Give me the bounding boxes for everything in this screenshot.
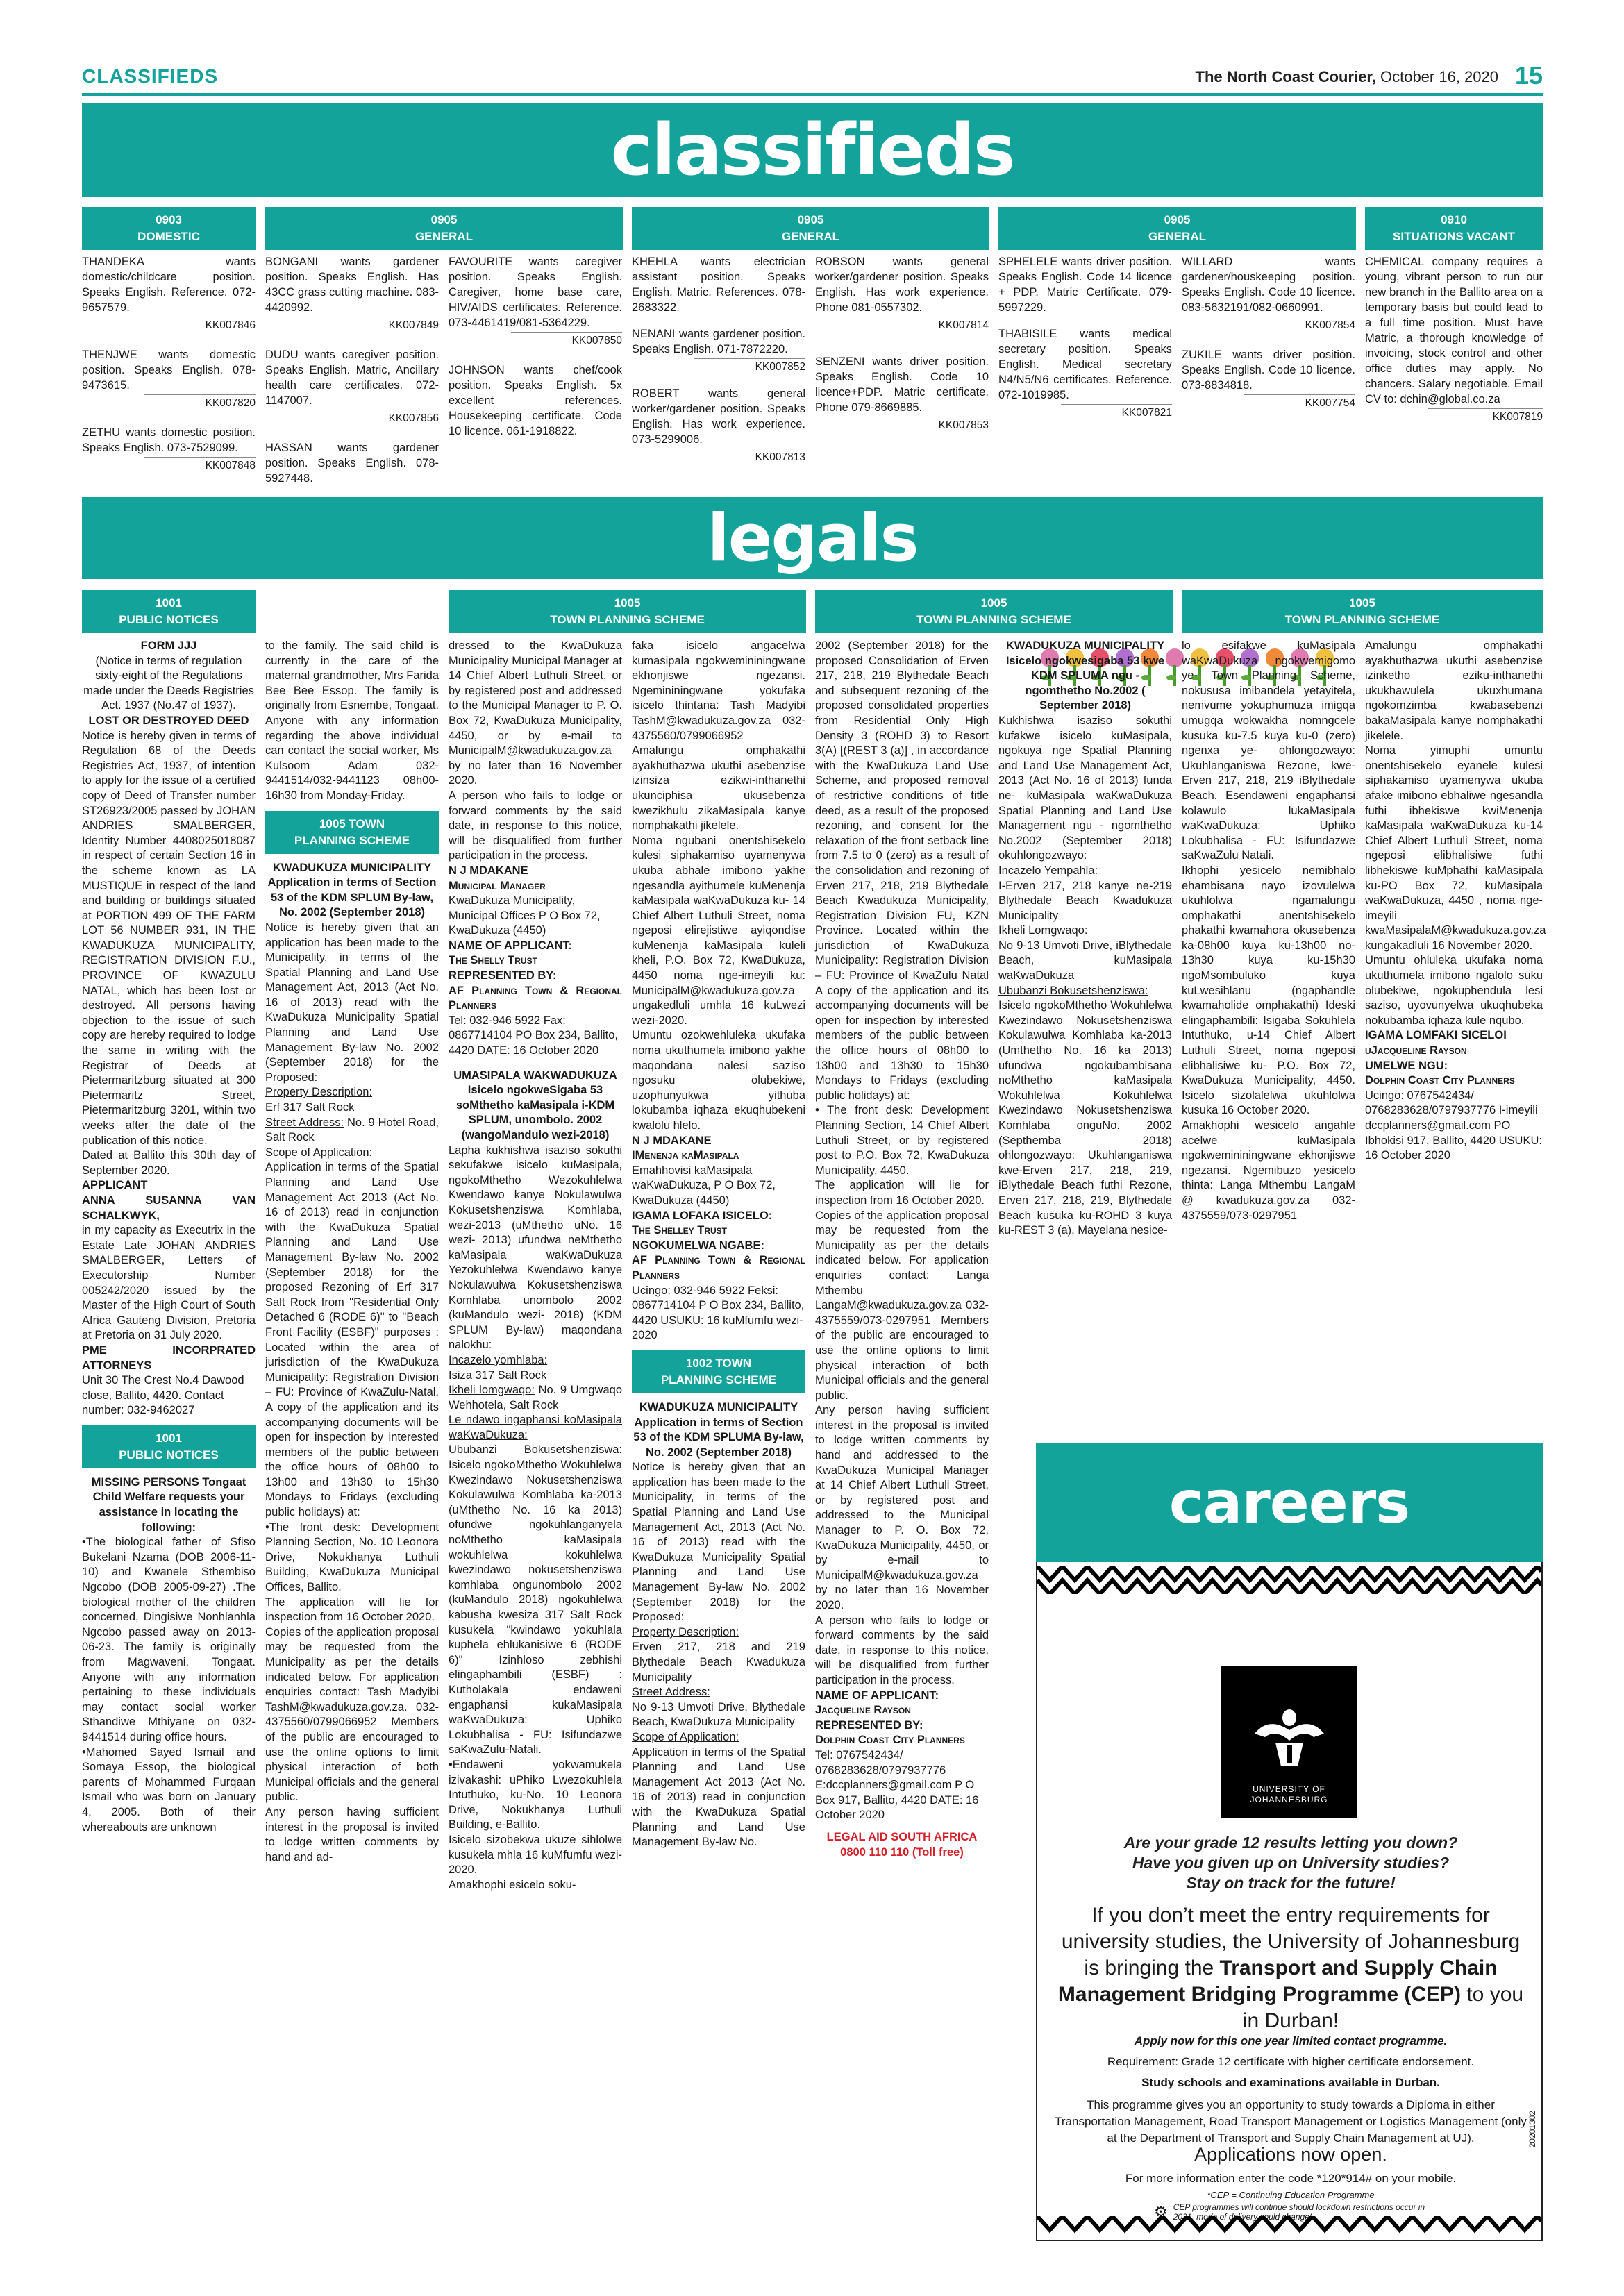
category-code: 1005 bbox=[980, 596, 1007, 610]
address-value: No. 9 Hotel Road, Salt Rock bbox=[265, 1116, 440, 1144]
town-planning-heading bbox=[449, 590, 806, 633]
category-title: PLANNING SCHEME bbox=[294, 833, 410, 847]
contact-details: Ucingo: 0767542434/ 0768283628/0797937776 I-imeyili dccplanners@gmail.com PO Ibhokisi 917, Ballito, 4420 USUKU: 16 October 2020 bbox=[1365, 1089, 1542, 1162]
notice-body: Lapha kukhishwa isaziso sokuthi sekufakwe isicelo kuMasipala, ngokoMthetho Wezokuhlelwa Kwendawo kanye Nokulawulwa Kokusetshenziswa Komhlaba, wezi-2013 (uMthetho uNo. 16 wezi- 2013) ufundwa neMthetho kaMasipala waKwaDukuza Yezokuhlelwa Kwendawo kanye Nokulawulwa Kokusetshenziswa Komhlaba unombolo 2002 (kuMandulo wezi- 2018) (KDM SPLUM By-law) maqondana nalokhu: bbox=[449, 1143, 622, 1352]
signatory-title: IMenenja kaMasipala bbox=[632, 1149, 739, 1162]
ad-text: ROBSON wants general worker/gardener position. Speaks English. Has work experience. Phone 081-0557302. bbox=[815, 255, 989, 314]
uj-logo bbox=[1221, 1666, 1357, 1818]
notice-body: Umuntu ohluleka ukufaka noma ukuthumela imibono ngalolo suku olubekiwe, ngokuphendula lesi saziso, uyovunyelwa ukuqhubeka nokubamba iqhaza kule nqubo. bbox=[1365, 954, 1543, 1027]
represented-name: Dolphin Coast City Planners bbox=[815, 1734, 965, 1747]
notice-body: Amalungu omphakathi ayakhuthazwa ukuthi asebenzise izinketho eziku-inthanethi ukukhawulela ukuxhumana ngokomzimba kwabasebenzi bakaMasipala kanye nomphakathi jikelele. bbox=[1365, 639, 1543, 742]
ad-text: ROBERT wants general worker/gardener position. Speaks English. Has work experience. 073-5299006. bbox=[632, 387, 805, 446]
attorneys-address: Unit 30 The Crest No.4 Dawood close, Ballito, 4420. Contact number: 032-9462027 bbox=[82, 1374, 244, 1417]
ad-text: DUDU wants caregiver position. Speaks English. Matric, Ancillary health care certificates. 072-1147007. bbox=[265, 349, 439, 407]
applicant-heading: IGAMA LOMFAKI SICELOI bbox=[1365, 1029, 1507, 1042]
legal-aid-phone: 0800 110 110 (Toll free) bbox=[840, 1845, 964, 1859]
notice-body: Amakhophi esicelo soku- bbox=[449, 1878, 576, 1891]
public-notices-heading bbox=[82, 1425, 256, 1468]
ad-text: BONGANI wants gardener position. Speaks English. Has 43CC grass cutting machine. 083-4420992. bbox=[265, 255, 439, 314]
ad-ref: KK007850 bbox=[511, 332, 622, 349]
category-code: 1005 TOWN bbox=[319, 816, 385, 830]
signatory-address: Emahhovisi kaMasipala waKwaDukuza, P O Box 72, KwaDukuza (4450) bbox=[632, 1164, 776, 1207]
scope-label: Scope of Application: bbox=[632, 1730, 739, 1743]
notice-body: Umuntu ozokwehluleka ukufaka noma ukuthumela imibono yakhe maqondana nalesi saziso ngosuku olubekiwe, uzophunyukwa yithuba lokubamba iqhaza ekuqhubekeni kwalolu hlelo. bbox=[632, 1029, 805, 1132]
notice-body: Notice is hereby given that an application has been made to the Municipality, in terms of the Spatial Planning and Land Use Management Act, 2013 (Act No. 16 of 2013) read with the KwaDukuza Municipality Spatial Planning and Land Use Management By-law No. 2002 (September 2018) for the Proposed: bbox=[632, 1461, 805, 1624]
ad-text: ZETHU wants domestic position. Speaks English. 073-7529099. bbox=[82, 426, 256, 454]
domestic-column bbox=[82, 207, 256, 478]
fails-notice: A person who fails to lodge or forward comments by the said date, in response to this notice, will be disqualified from further participation in the process. bbox=[449, 789, 622, 862]
scope-label: Le ndawo ingaphansi koMasipala waKwaDukuza: bbox=[449, 1414, 622, 1441]
ad-text: THENJWE wants domestic position. Speaks English. 078-9473615. bbox=[82, 349, 256, 392]
situations-column bbox=[1365, 207, 1543, 429]
category-code: 0905 bbox=[430, 213, 458, 226]
general-heading bbox=[998, 207, 1356, 250]
notice-body: lo esifakwe kuMasipala waKwaDukuza ngokwemigomo ye- Town Planning Scheme, nokususa imibandela yetayitela, nemvume yokuphumuza imigqa umugqa wokwakha nomngcele kusuka ku-7.5 kuya ku-0 (zero) ngenxa ye- ohlongozwayo: Ukuhlanganiswa Rezone, kwe-Erven 217, 218, 219 iBlythedale Beach. Esendaweni engaphansi kolawulo lukaMasipala waKwaDukuza: Uphiko Lokubhalisa - FU: Isifundazwe saKwaZulu Natali. bbox=[1182, 639, 1355, 862]
front-desk: •The front desk: Development Planning Section, No. 10 Leonora Drive, Nokukhanya Luthuli Building, KwaDukuza Municipal Offices, Ballito. bbox=[265, 1520, 439, 1594]
ad-ref: KK007852 bbox=[694, 358, 805, 375]
scope-label: Scope of Application: bbox=[265, 1146, 373, 1159]
category-title: GENERAL bbox=[781, 230, 840, 243]
legal-column-2 bbox=[265, 639, 439, 1865]
ad-item bbox=[815, 254, 989, 333]
signatory-address: KwaDukuza Municipality, Municipal Offices P O Box 72, KwaDukuza (4450) bbox=[449, 894, 601, 937]
category-code: 0905 bbox=[797, 213, 824, 226]
category-title: DOMESTIC bbox=[137, 230, 200, 243]
ad-ref: KK007849 bbox=[328, 317, 439, 333]
address-label: Ikheli lomgwaqo: bbox=[449, 1384, 535, 1397]
copies-info: Copies of the application proposal may be requested from the Municipality as per the details indicated below. For application enquiries contact: Tash Madyibi TashM@kwadukuza.gov.za. 032-4375560/0799066952 Members of the public are encouraged to use the online options to limit physical interaction of both Municipal officials and the general public. bbox=[265, 1625, 439, 1804]
notice-heading: MISSING PERSONS Tongaat Child Welfare requests your assistance in locating the following: bbox=[91, 1475, 246, 1534]
ad-item bbox=[82, 347, 256, 411]
contact-details: Ucingo: 032-946 5922 Feksi: 0867714104 P O Box 234, Ballito, 4420 USUKU: 16 kuMfumfu wezi-2020 bbox=[632, 1284, 805, 1342]
any-person: Any person having sufficient interest in the proposal is invited to lodge written comments by hand and ad- bbox=[265, 1805, 439, 1863]
notice-title: FORM JJJ bbox=[140, 639, 197, 652]
ad-text: SPHELELE wants driver position. Speaks English. Code 14 licence + PDP. Matric Certificate. 079-5997229. bbox=[998, 255, 1172, 314]
ad-ref: KK007820 bbox=[144, 394, 256, 411]
category-code: 1002 TOWN bbox=[685, 1356, 752, 1370]
category-code: 1005 bbox=[1349, 596, 1375, 610]
classifieds-banner bbox=[82, 103, 1543, 197]
legals-banner bbox=[82, 497, 1543, 579]
inspection-date: The application will lie for inspection from 16 October 2020. bbox=[265, 1595, 439, 1624]
ad-item bbox=[632, 386, 805, 465]
uj-crest-icon bbox=[1248, 1702, 1331, 1772]
category-title: GENERAL bbox=[415, 230, 474, 243]
ad-item bbox=[998, 326, 1172, 421]
notice-heading: KWADUKUZA MUNICIPALITY Application in terms of Section 53 of the KDM SPLUMA By-law, No. 2002 (September 2018) bbox=[633, 1400, 804, 1459]
notice-body: faka isicelo angacelwa kumasipala ngokwemininingwane ekhonjiswe ngezansi. Ngemininingwane yokufaka isicelo thintana: Tash Madyibi TashM@kwadukuza.gov.za 032-4375560/0799066952 bbox=[632, 639, 805, 742]
gear-icon: ⚙ bbox=[1154, 2203, 1168, 2220]
uj-main-message bbox=[1051, 1902, 1530, 2034]
ad-ref: KK007853 bbox=[878, 417, 989, 433]
general-heading bbox=[632, 207, 989, 250]
notice-body: Isicelo sizobekwa ukuze sihlolwe kusukela mhla 16 kuMfumfu wezi-2020. bbox=[449, 1833, 622, 1877]
inspection-date: The application will lie for inspection from 16 October 2020. bbox=[815, 1179, 989, 1207]
applicant-name: uJacqueline Rayson bbox=[1365, 1044, 1467, 1057]
notice-body: •The biological father of Sfiso Bukelani Nzama (DOB 2006-11-10) and Kwanele Sthembiso Ngcobo (DOB 2005-09-27) .The biological mother of the children concerned, Dingisiwe Nonhlanhla Ngcobo passed away on 2013-06-23. The family is originally from Magwaveni, Tongaat. Anyone with any information pertaining to these individuals may contact social worker Sthandiwe Mthiyane on 032-9441514 during office hours. bbox=[82, 1536, 256, 1743]
uj-details bbox=[1051, 2033, 1530, 2147]
uj-question: Are your grade 12 results letting you down? bbox=[1123, 1834, 1458, 1852]
careers-title: careers bbox=[1169, 1468, 1410, 1536]
ad-ref: KK007821 bbox=[1061, 404, 1172, 421]
situations-heading bbox=[1365, 207, 1543, 250]
uj-advertisement bbox=[1036, 1443, 1543, 2241]
legal-column-4 bbox=[632, 639, 805, 1850]
contact-details: Tel: 032-946 5922 Fax: 0867714104 PO Box 234, Ballito, 4420 DATE: 16 October 2020 bbox=[449, 1014, 619, 1057]
uj-question: Have you given up on University studies? bbox=[1132, 1854, 1450, 1872]
classifieds-title: classifieds bbox=[610, 108, 1014, 192]
uj-questions bbox=[1051, 1833, 1530, 1893]
category-code: 1001 bbox=[156, 1431, 182, 1445]
notice-heading: KWADUKUZA MUNICIPALITY Isicelo ngokwesigaba 53 kwe KDM SPLUMA ngu - ngomthetho No.2002 ( September 2018) bbox=[1005, 639, 1165, 712]
property-value: I-Erven 217, 218 kanye ne-219 Blythedale Beach Kwadukuza Municipality bbox=[998, 879, 1172, 922]
applicant-name: Jacqueline Rayson bbox=[815, 1704, 911, 1717]
category-code: 0910 bbox=[1441, 213, 1467, 226]
notice-body: to the family. The said child is currently in the care of the maternal grandmother, Mrs Farida Bee Bee Essop. The family is originally from Esnembe, Tongaat. Anyone with any information regarding the above individual can contact the social worker, Ms Kulsoom Adam 032-9441514/032-9441123 08h00-16h30 from Monday-Friday. bbox=[265, 639, 439, 802]
notice-body: Ikhophi yesicelo nemibhalo ehambisana nayo izovulelwa ukuhlolwa ngamalungu omphakathi anentshisekelo phakathi kwamahora okusebenza ka-08h00 kuya ku-13h00 no-13h30 kuya ku-15h30 ngoMsombuluko kuya kuLwesihlanu (ngaphandle kwamaholide omphakathi) Ideski elingaphambili: Isigaba Sokuhlela Intuthuko, u-14 Chief Albert Luthuli Street, noma ngeposi elibhalisiwe ku- P.O. Box 72, KwaDukuza Municipality, 4450. Isicelo sizolalelwa ukuhlolwa kusuka 16 October 2020. bbox=[1182, 864, 1355, 1117]
notice-body: Noma ngubani onentshisekelo kulesi siphakamiso uyamenywa ukuba abhale imibono yakhe ngesandla ayithumele kuMenenja kaMasipala waKwaDukuza ku- 14 Chief Albert Luthuli Street, noma ngeposi elirejistiwe ayiqondise kuMenenja kaMasipala kuleli kheli, P.O. Box 72, KwaDukuza, 4450 noma nge-imeyili ku: MunicipalM@kwadukuza.gov.za ungakedluli umhla 16 kuLwezi wezi-2020. bbox=[632, 834, 805, 1027]
legal-column-6 bbox=[998, 639, 1172, 1239]
applicant-name: The Shelley Trust bbox=[632, 1224, 728, 1237]
legal-aid-name: LEGAL AID SOUTH AFRICA bbox=[826, 1830, 978, 1843]
general-subcolumn bbox=[632, 254, 805, 469]
property-value: Isiza 317 Salt Rock bbox=[449, 1368, 547, 1382]
ad-item bbox=[815, 354, 989, 433]
section-name: CLASSIFIEDS bbox=[82, 65, 219, 87]
ad-item bbox=[82, 425, 256, 474]
category-title: TOWN PLANNING SCHEME bbox=[550, 613, 705, 626]
uj-ad-code: 20201302 bbox=[1527, 2111, 1537, 2148]
general-subcolumn bbox=[1182, 254, 1355, 415]
ad-item bbox=[82, 254, 256, 333]
address-value: No. 9 Umgwaqo Wehhotela, Salt Rock bbox=[449, 1384, 622, 1411]
category-title: TOWN PLANNING SCHEME bbox=[916, 613, 1071, 626]
ad-text: JOHNSON wants chef/cook position. Speaks English. 5x excellent references. Housekeeping certificate. Code 10 licence. 061-1918822. bbox=[449, 364, 622, 437]
zigzag-border-top bbox=[1037, 1566, 1541, 1594]
front-desk: • The front desk: Development Planning Section, 14 Chief Albert Luthuli Street, or by registered post to P.O. Box 72, KwaDukuza Municipality, 4450. bbox=[815, 1104, 989, 1177]
signatory-title: Municipal Manager bbox=[449, 879, 546, 892]
applicant-heading: NAME OF APPLICANT: bbox=[815, 1689, 939, 1702]
domestic-heading bbox=[82, 207, 256, 250]
ad-item bbox=[1182, 347, 1355, 411]
represented-heading: REPRESENTED BY: bbox=[449, 969, 557, 982]
ad-text: ZUKILE wants driver position. Speaks English. Code 10 licence. 073-8834818. bbox=[1182, 349, 1355, 392]
general-subcolumn bbox=[815, 254, 989, 437]
address-label: Ikheli Lomgwaqo: bbox=[998, 924, 1088, 937]
notice-body: •Endaweni yokwamukela izivakashi: uPhiko Lwezokuhlela Intuthuko, ku-No. 10 Leonora Drive, Nokukhanya Luthuli Building, e-Ballito. bbox=[449, 1758, 622, 1832]
applicant-name: The Shelly Trust bbox=[449, 954, 537, 967]
public-notices-heading bbox=[82, 590, 256, 633]
contact-details: Tel: 0767542434/ 0768283628/0797937776 E:dccplanners@gmail.com P O Box 917, Ballito, 4420 DATE: 16 October 2020 bbox=[815, 1748, 979, 1822]
publication-date: October 16, 2020 bbox=[1380, 68, 1498, 85]
represented-heading: REPRESENTED BY: bbox=[815, 1718, 923, 1732]
property-value: Erf 317 Salt Rock bbox=[265, 1101, 355, 1114]
notice-body: Isicelo ngokoMthetho Wokuhlelwa Kwezindawo Nokusetshenziswa Kokulawulwa Komhlaba ka-2013 (Umthetho No. 16 ka 2013) ufundwa ngokubambisana noMthetho kaMasipala Wokuhlelwa Kokuhlelwa Kwezindawo Nokusetshenziswa Komhlaba onguNo. 2002 (Septhemba 2018) ohlongozwayo: Ukuhlanganiswa kwe-Erven 217, 218, 219, iBlythedale Beach futhi Rezone, Erven 217, 218, 219, Blythedale Beach kusuka ku-ROHD 3 kuya ku-REST 3 (a), Mayelana nesice- bbox=[998, 999, 1172, 1237]
legal-column-3 bbox=[449, 639, 622, 1893]
ad-ref: KK007814 bbox=[878, 317, 989, 333]
uj-apply-limited: Apply now for this one year limited contact programme. bbox=[1134, 2034, 1448, 2047]
general-subcolumn bbox=[449, 254, 622, 443]
address-label: Street Address: bbox=[265, 1116, 344, 1129]
signatory-name: N J MDAKANE bbox=[632, 1134, 712, 1147]
property-label: Property Description: bbox=[265, 1086, 373, 1099]
category-title: PUBLIC NOTICES bbox=[119, 613, 219, 626]
address-label: Street Address: bbox=[632, 1686, 710, 1699]
fails-notice: A person who fails to lodge or forward comments by the said date, in response to this notice, will be disqualified from further participation in the process. bbox=[815, 1614, 989, 1686]
ad-item bbox=[449, 254, 622, 349]
general-column-2 bbox=[632, 207, 989, 463]
ad-item bbox=[449, 362, 622, 439]
notice-body: Ububanzi Bokusetshenziswa: Isicelo ngokoMthetho Wokuhlelwa Kwezindawo Nokusetshenziswa Kokulawulwa Komhlaba ka-2013 (uMthetho No. 16 ka 2013) ofundwe ngokuhlanganyela noMthetho kaMasipala wokuhlelwa kokuhlelwa kwezindawo nokusetshenziswa komhlaba ongunombolo 2002 (kuMandulo 2018) ngokuhlelwa kabusha kwesiza 317 Salt Rock kusukela "kwindawo yokuhlala kuphela ehlukanisiwe 6 (RODE 6)" Izinhloso zebhishi elingaphambili (ESBF) : Kutholakala endaweni engaphansi kukaMasipala waKwaDukuza: Uphiko Lokubhalisa - FU: Isifundazwe saKwaZulu-Natali. bbox=[449, 1443, 622, 1757]
notice-heading: KWADUKUZA MUNICIPALITY Application in terms of Section 53 of the KDM SPLUM By-law, No. 2002 (September 2018) bbox=[267, 861, 437, 919]
general-heading bbox=[265, 207, 623, 250]
ad-item bbox=[265, 347, 439, 426]
ad-ref: KK007856 bbox=[328, 410, 439, 426]
zigzag-border-bottom bbox=[1037, 2216, 1541, 2244]
applicant-body: in my capacity as Executrix in the Estate Late JOHAN ANDRIES SMALBERGER, Letters of Executorship Number 005242/2020 issued by the Master of the High Court of South Africa Gauteng Division, Pretoria at Pretoria on 31 July 2020. bbox=[82, 1224, 256, 1342]
notice-body: Amalungu omphakathi ayakhuthazwa ukuthi asebenzise izinsiza ezikwi-inthanethi ukunciphisa ukusebenza kwezikhulu zikaMasipala kanye nomphakathi jikelele. bbox=[632, 744, 805, 832]
category-code: 0903 bbox=[156, 213, 182, 226]
careers-banner bbox=[1036, 1443, 1543, 1562]
notice-body: Notice is hereby given in terms of Regulation 68 of the Deeds Registries Act, 1937, of intention to apply for the issue of a certified copy of Deed of Transfer number ST26923/2005 passed by JOHAN ANDRIES SMALBERGER, Identity Number 4408025018087 in respect of certain Section 16 in the scheme known as LA MUSTIQUE in respect of the land and building or buildings situated at PORTION 499 OF THE FARM LOT 56 NUMBER 931, IN THE KWADUKUZA MUNICIPALITY, REGISTRATION DIVISION F.U., PROVINCE OF KWAZULU NATAL, which has been lost or destroyed. All persons having objection to the issue of such copy are hereby required to lodge the same in writing with the Registrar of Deeds at Pietermaritzburg situated at 300 Pietermaritz Street, Pietermaritzburg 3201, within two weeks after the date of the publication of this notice. bbox=[82, 729, 256, 1147]
page-header bbox=[82, 61, 1543, 92]
uj-main-text: If you don’t meet the entry requirements for university studies, the University of Johannesburg is bringing the bbox=[1061, 1904, 1521, 1979]
applicant-name: ANNA SUSANNA VAN SCHALKWYK, bbox=[82, 1193, 256, 1222]
notice-dated: Dated at Ballito this 30th day of September 2020. bbox=[82, 1149, 256, 1177]
uj-requirement: Requirement: Grade 12 certificate with higher certificate endorsement. bbox=[1107, 2055, 1475, 2068]
property-value: Erven 217, 218 and 219 Blythedale Beach Kwadukuza Municipality bbox=[632, 1641, 805, 1684]
notice-body: Amakhophi wesicelo angahle acelwe kuMasipala ngokwemininingwane ekhonjiswe ngezansi. Ngemibuzo yesicelo thinta: Langa Mthembu LangaM @ kwadukuza.gov.za 032-4375559/073-0297951 bbox=[1182, 1119, 1355, 1222]
uj-programme: This programme gives you an opportunity to study towards a Diploma in either Transportation Management, Road Transport Management or Logistics Management (only at the Department of Transport and Supply Chain Management at UJ). bbox=[1055, 2098, 1527, 2145]
uj-more-info: For more information enter the code *120*914# on your mobile. bbox=[1125, 2172, 1457, 2185]
uj-question: Stay on track for the future! bbox=[1186, 1874, 1396, 1892]
legal-column-7 bbox=[1182, 639, 1355, 1223]
attorneys-name: PME INCORPRATED ATTORNEYS bbox=[82, 1343, 256, 1372]
ad-ref: KK007846 bbox=[144, 317, 256, 333]
ad-text: HASSAN wants gardener position. Speaks English. 078-5927448. bbox=[265, 442, 439, 485]
ad-item bbox=[632, 326, 805, 375]
town-planning-heading bbox=[265, 811, 439, 854]
ad-ref: KK007854 bbox=[1244, 317, 1355, 333]
town-planning-heading bbox=[632, 1350, 805, 1393]
represented-heading: NGOKUMELWA NGABE: bbox=[632, 1239, 764, 1252]
legals-title: legals bbox=[707, 500, 918, 576]
category-title: PUBLIC NOTICES bbox=[119, 1448, 219, 1461]
notice-subtitle: (Notice in terms of regulation sixty-eight of the Regulations made under the Deeds Registries Act. 1937 (No.47 of 1937). bbox=[83, 654, 254, 712]
uj-cep-note: *CEP = Continuing Education Programme bbox=[1207, 2190, 1375, 2200]
notice-body: Kukhishwa isaziso sokuthi kufakwe isicelo kuMasipala, ngokuya nge Spatial Planning and Land Use Management Act, 2013 (Act No. 16 of 2013) funda ne- kuMasipala waKwaDukuza Spatial Planning and Land Use Management ngu - ngomthetho No.2002 (September 2018) okuhlongozwayo: bbox=[998, 714, 1172, 862]
ad-text: WILLARD wants gardener/houskeeping position. Speaks English. Code 10 licence. 083-5632191/082-0660991. bbox=[1182, 255, 1355, 314]
publication-name: The North Coast Courier, bbox=[1195, 68, 1376, 85]
ad-item bbox=[998, 254, 1172, 315]
ad-text: NENANI wants gardener position. Speaks English. 071-7872220. bbox=[632, 328, 805, 355]
category-code: 0905 bbox=[1164, 213, 1191, 226]
town-planning-heading bbox=[1182, 590, 1543, 633]
represented-name: AF Planning Town & Regional Planners bbox=[449, 984, 622, 1012]
ad-text: THANDEKA wants domestic/childcare position. Speaks English. Reference. 072-9657579. bbox=[82, 255, 256, 314]
legal-column-5 bbox=[815, 639, 989, 1860]
scope-value: Application in terms of the Spatial Planning and Land Use Management Act 2013 (Act No. 16 of 2013) read in conjunction with the KwaDukuza Spatial Planning and Land Use Management By-law No. bbox=[632, 1745, 805, 1849]
category-code: 1001 bbox=[156, 596, 182, 610]
ad-item bbox=[265, 440, 439, 486]
page-number: 15 bbox=[1514, 61, 1543, 90]
notice-body: 2002 (September 2018) for the proposed Consolidation of Erven 217, 218, 219 Blythedale Beach and subsequent rezoning of the proposed consolidated properties from Residential Only High Density 3 (ROHD 3) to Resort 3(A) [(REST 3 (a)] , in accordance with the KwaDukuza Land Use Scheme, and proposed removal of restrictive conditions of title deed, as a result of the proposed rezoning, and consent for the relaxation of the front setback line from 7.5 to 0 (zero) as a result of the consolidation and rezoning of Erven 217, 218, 219 Blythedale Beach Kwadukuza Municipality, Registration Division FU, KZN Province. Located within the jurisdiction of KwaDukuza Municipality: Registration Division – FU: Province of KwaZulu Natal A copy of the application and its accompanying documents will be open for inspection by interested members of the public between the office hours of 08h00 to 13h00 and 13h30 to 15h30 Mondays to Fridays (excluding public holidays) at: bbox=[815, 639, 989, 1102]
ad-item bbox=[632, 254, 805, 315]
general-subcolumn bbox=[998, 254, 1172, 425]
uj-programme-name: Transport and Supply Chain Management Bridging Programme (CEP) bbox=[1057, 1956, 1498, 2006]
notice-body: Noma yimuphi umuntu onentshisekelo eyanele kulesi siphakamiso uyamenywa ukuba afake imibono ebhaliwe ngesandla futhi ibhekiswe kwiMenenja kaMasipala waKwaDukuza ku-14 Chief Albert Luthuli Street, noma ngeposi elibhalisiwe futhi libhekiswe kuMphathi kaMasipala ku-PO Box 72, kuMasipala waKwaDukuza, 4450 , noma nge-imeyili kwaMasipalaM@kwadukuza.gov.za kungakadluli 16 November 2020. bbox=[1365, 744, 1546, 952]
scope-value: Application in terms of the Spatial Planning and Land Use Management Act 2013 (Act No. 16 of 2013) read in conjunction with the KwaDukuza Spatial Planning and Land Use Management By-law No. 2002 (September 2018) for the proposed Rezoning of Erf 317 Salt Rock from "Residential Only Detached 6 (RODE 6)" to "Beach Front Facility (ESBF)" purposes : Located within the area of jurisdiction of the KwaDukuza Municipality: Registration Division – FU: Province of KwaZulu-Natal. A copy of the application and its accompanying documents will be open for inspection by interested members of the public between the office hours of 08h00 to 13h00 and 13h30 to 15h30 Mondays to Fridays (excluding public holidays) at: bbox=[265, 1161, 439, 1519]
ad-ref: KK007754 bbox=[1244, 394, 1355, 411]
ad-text: KHEHLA wants electrician assistant position. Speaks English. Matric. References. 078-2683322. bbox=[632, 255, 805, 314]
town-planning-heading bbox=[815, 590, 1173, 633]
category-title: TOWN PLANNING SCHEME bbox=[1284, 613, 1440, 626]
ad-item bbox=[1182, 254, 1355, 333]
notice-body: •Mahomed Sayed Ismail and Somaya Essop, the biological parents of Mohammed Furqaan Ismail who was born on January 4, 2005. Both of their whereabouts are unknown bbox=[82, 1745, 256, 1834]
property-label: Incazelo Yempahla: bbox=[998, 864, 1098, 877]
legal-column-1 bbox=[82, 639, 256, 1835]
uj-applications-open: Applications now open. bbox=[1194, 2144, 1387, 2165]
publication-line bbox=[1196, 68, 1499, 86]
general-column-1 bbox=[265, 207, 623, 485]
notice-heading: LOST OR DESTROYED DEED bbox=[88, 714, 249, 727]
copies-info: Copies of the application proposal may be requested from the Municipality as per the details indicated below. For application enquiries contact: Langa Mthembu LangaM@kwadukuza.gov.za 032-4375559/073-0297951 Members of the public are encouraged to use the online options to limit physical interaction of both Municipal officials and the general public. bbox=[815, 1209, 989, 1402]
general-column-3 bbox=[998, 207, 1356, 419]
notice-body: Notice is hereby given that an application has been made to the Municipality, in terms of the Spatial Planning and Land Use Management Act, 2013 (Act No. 16 of 2013) read with the KwaDukuza Municipality Spatial Planning and Land Use Management By-law No. 2002 (September 2018) for the Proposed: bbox=[265, 921, 439, 1084]
header-rule bbox=[82, 93, 1543, 96]
represented-name: AF Planning Town & Regional Planners bbox=[632, 1254, 805, 1282]
uj-note-text: CEP programmes will continue should lockdown restrictions occur in 2021, mode of delivery could change! bbox=[1173, 2202, 1425, 2222]
ad-ref: KK007813 bbox=[694, 449, 805, 465]
signatory-name: N J MDAKANE bbox=[449, 864, 528, 877]
address-value: No 9-13 Umvoti Drive, Blythedale Beach, KwaDukuza Municipality bbox=[632, 1700, 805, 1729]
notice-heading: UMASIPALA WAKWADUKUZA Isicelo ngokweSigaba 53 soMthetho kaMasipala i-KDM SPLUM, unombolo. 2002 (wangoMandulo wezi-2018) bbox=[453, 1069, 617, 1141]
ad-text: CHEMICAL company requires a young, vibrant person to run our new branch in the Ballito area on a temporary basis but could lead to a full time position. Must have Matric, a thorough knowledge of invoicing, stock control and other office duties may apply. No chancers. Salary negotiable. Email CV to: dchin@global.co.za bbox=[1365, 255, 1543, 405]
uj-name: UNIVERSITY OF JOHANNESBURG bbox=[1250, 1784, 1328, 1804]
applicant-heading: IGAMA LOFAKA ISICELO: bbox=[632, 1209, 773, 1222]
ad-text: THABISILE wants medical secretary position. Speaks English. Medical secretary N4/N5/N6 certificates. Reference. 072-1019985. bbox=[998, 328, 1172, 401]
category-title: SITUATIONS VACANT bbox=[1393, 230, 1515, 243]
category-title: GENERAL bbox=[1148, 230, 1207, 243]
legal-column-8 bbox=[1365, 639, 1546, 1164]
address-value: No 9-13 Umvoti Drive, iBlythedale Beach, kuMasipala waKwaDukuza bbox=[998, 939, 1172, 982]
ad-ref: KK007819 bbox=[1428, 408, 1543, 425]
property-label: Property Description: bbox=[632, 1625, 739, 1639]
property-label: Incazelo yomhlaba: bbox=[449, 1353, 548, 1366]
ad-item bbox=[1365, 254, 1543, 425]
applicant-heading: NAME OF APPLICANT: bbox=[449, 939, 573, 952]
category-title: PLANNING SCHEME bbox=[660, 1373, 777, 1386]
ad-ref: KK007848 bbox=[144, 457, 256, 474]
uj-main-text: to you in Durban! bbox=[1242, 1983, 1524, 2032]
category-code: 1005 bbox=[614, 596, 641, 610]
represented-name: Dolphin Coast City Planners bbox=[1365, 1074, 1515, 1087]
represented-heading: UMELWE NGU: bbox=[1365, 1059, 1448, 1072]
general-subcolumn bbox=[265, 254, 439, 490]
notice-body: dressed to the KwaDukuza Municipality Municipal Manager at 14 Chief Albert Luthuli Street, or by registered post and addressed to the Municipal Manager to P. O. Box 72, KwaDukuza Municipality, 4450, or by e-mail to MunicipalM@kwadukuza.gov.za by no later than 16 November 2020. bbox=[449, 639, 622, 787]
uj-study: Study schools and examinations available in Durban. bbox=[1141, 2076, 1440, 2089]
scope-label: Ububanzi Bokusetshenziswa: bbox=[998, 984, 1148, 997]
ad-text: FAVOURITE wants caregiver position. Speaks English. Caregiver, home base care, HIV/AIDS certificates. Reference. 073-4461419/081-5364229. bbox=[449, 255, 622, 329]
applicant-heading: APPLICANT bbox=[82, 1179, 148, 1192]
ad-item bbox=[265, 254, 439, 333]
any-person: Any person having sufficient interest in the proposal is invited to lodge written comments by hand and addressed to the KwaDukuza Municipal Manager at 14 Chief Albert Luthuli Street, or by registered post and addressed to the Municipal Manager to P. O. Box 72, KwaDukuza Municipality, 4450, or by e-mail to MunicipalM@kwadukuza.gov.za by no later than 16 November 2020. bbox=[815, 1404, 989, 1611]
ad-text: SENZENI wants driver position. Speaks English. Code 10 licence+PDP. Matric certificate. Phone 079-8669885. bbox=[815, 355, 989, 414]
